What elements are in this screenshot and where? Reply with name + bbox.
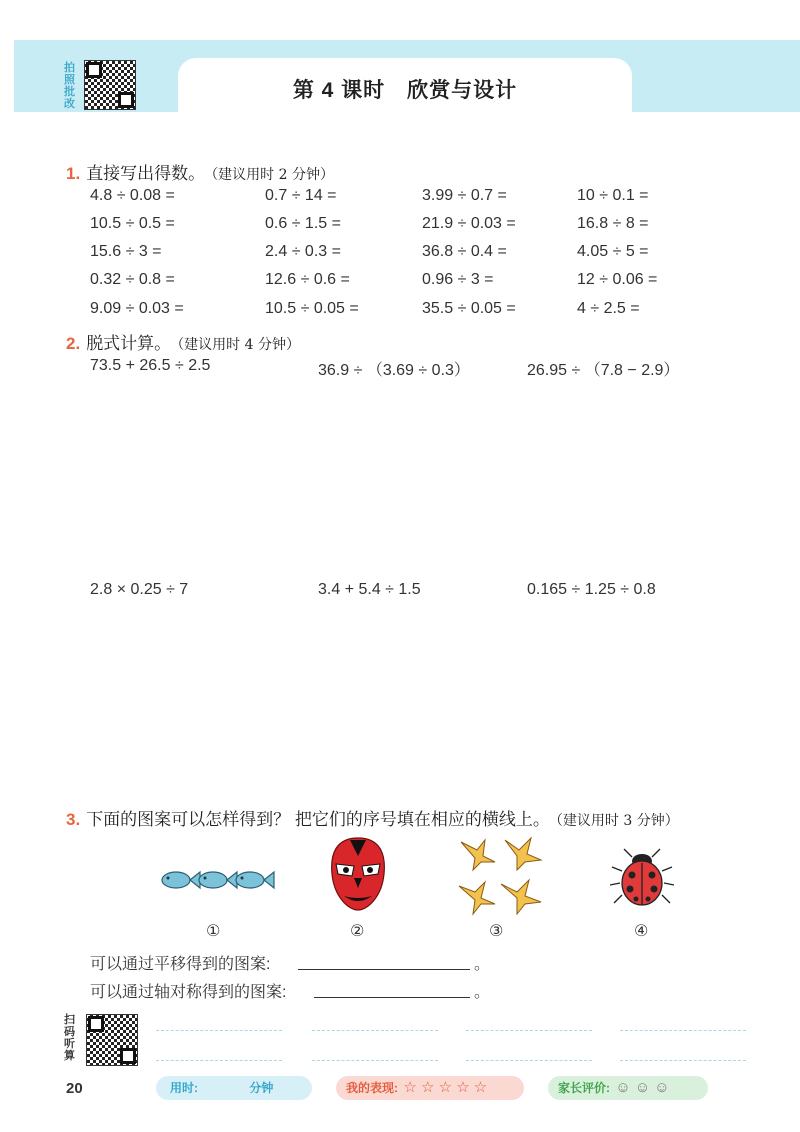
page-number: 20 bbox=[66, 1080, 83, 1097]
writing-dotline bbox=[312, 1030, 438, 1031]
calc-item: 36.8 ÷ 0.4 = bbox=[422, 243, 507, 260]
symmetry-answer-line[interactable] bbox=[314, 979, 470, 998]
page-title: 第 4 课时 欣赏与设计 bbox=[292, 79, 518, 102]
section1-number: 1. bbox=[66, 164, 81, 183]
section2-title bbox=[66, 329, 300, 354]
calc-item: 0.96 ÷ 3 = bbox=[422, 271, 494, 288]
qr-code-icon[interactable] bbox=[86, 1014, 138, 1066]
step-calc-item: 0.165 ÷ 1.25 ÷ 0.8 bbox=[527, 581, 656, 598]
bird-icon bbox=[455, 834, 547, 918]
writing-dotline bbox=[620, 1060, 746, 1061]
pattern-label-2: ② bbox=[350, 923, 365, 940]
writing-dotline bbox=[466, 1030, 592, 1031]
ladybug-icon bbox=[610, 845, 674, 911]
calc-item: 9.09 ÷ 0.03 = bbox=[90, 300, 184, 317]
section2-number: 2. bbox=[66, 334, 81, 353]
calc-item: 21.9 ÷ 0.03 = bbox=[422, 215, 516, 232]
calc-item: 0.7 ÷ 14 = bbox=[265, 187, 337, 204]
calc-item: 10.5 ÷ 0.05 = bbox=[265, 300, 359, 317]
pattern-label-4: ④ bbox=[634, 923, 649, 940]
performance-label: 我的表现: bbox=[346, 1081, 398, 1095]
calc-item: 0.32 ÷ 0.8 = bbox=[90, 271, 175, 288]
star-rating-icon[interactable]: ☆ ☆ ☆ ☆ ☆ bbox=[403, 1079, 488, 1096]
writing-dotline bbox=[156, 1060, 282, 1061]
calc-item: 12.6 ÷ 0.6 = bbox=[265, 271, 350, 288]
calc-item: 35.5 ÷ 0.05 = bbox=[422, 300, 516, 317]
calc-item: 10.5 ÷ 0.5 = bbox=[90, 215, 175, 232]
calc-item: 2.4 ÷ 0.3 = bbox=[265, 243, 341, 260]
step-calc-item: 2.8 × 0.25 ÷ 7 bbox=[90, 581, 189, 598]
fish-icon bbox=[158, 862, 276, 898]
section3-hint: （建议用时 3 分钟） bbox=[555, 813, 679, 829]
step-calc-item: 3.4 + 5.4 ÷ 1.5 bbox=[318, 581, 421, 598]
writing-dotline bbox=[466, 1060, 592, 1061]
calc-item: 12 ÷ 0.06 = bbox=[577, 271, 658, 288]
section3-number: 3. bbox=[66, 810, 81, 829]
step-calc-item: 73.5 + 26.5 ÷ 2.5 bbox=[90, 357, 211, 374]
writing-dotline bbox=[156, 1030, 282, 1031]
symmetry-question: 可以通过轴对称得到的图案: bbox=[90, 984, 287, 1001]
smiley-face-icon[interactable]: ☺ ☺ ☺ bbox=[615, 1079, 670, 1096]
calc-item: 4 ÷ 2.5 = bbox=[577, 300, 640, 317]
calc-item: 4.8 ÷ 0.08 = bbox=[90, 187, 175, 204]
time-unit: 分钟 bbox=[249, 1081, 274, 1095]
step-calc-item: 26.95 ÷ （7.8 − 2.9） bbox=[527, 362, 680, 379]
section2-hint: （建议用时 4 分钟） bbox=[177, 337, 300, 353]
calc-item: 10 ÷ 0.1 = bbox=[577, 187, 649, 204]
header-band-cutout bbox=[14, 0, 224, 40]
pattern-label-3: ③ bbox=[489, 923, 504, 940]
calc-item: 15.6 ÷ 3 = bbox=[90, 243, 162, 260]
performance-badge bbox=[336, 1076, 524, 1100]
writing-dotline bbox=[620, 1030, 746, 1031]
calc-item: 3.99 ÷ 0.7 = bbox=[422, 187, 507, 204]
scan-correct-label: 拍照批改 bbox=[64, 62, 75, 110]
parent-review-badge bbox=[548, 1076, 708, 1100]
time-badge bbox=[156, 1076, 312, 1100]
section3-title bbox=[66, 805, 679, 830]
writing-dotline bbox=[312, 1060, 438, 1061]
calc-item: 16.8 ÷ 8 = bbox=[577, 215, 649, 232]
parent-review-label: 家长评价: bbox=[558, 1081, 610, 1095]
scan-listen-label: 扫码听算 bbox=[64, 1014, 75, 1062]
pattern-label-1: ① bbox=[206, 923, 221, 940]
calc-item: 0.6 ÷ 1.5 = bbox=[265, 215, 341, 232]
step-calc-item: 36.9 ÷ （3.69 ÷ 0.3） bbox=[318, 362, 470, 379]
translation-answer-line[interactable] bbox=[298, 951, 470, 970]
section1-text: 直接写出得数。 bbox=[86, 164, 206, 183]
section2-text: 脱式计算。 bbox=[86, 334, 172, 353]
section1-hint: （建议用时 2 分钟） bbox=[211, 167, 334, 183]
translation-question: 可以通过平移得到的图案: bbox=[90, 956, 271, 973]
period-mark: 。 bbox=[474, 984, 491, 1001]
section1-title bbox=[66, 159, 334, 184]
qr-code-icon[interactable] bbox=[84, 60, 136, 110]
time-label: 用时: bbox=[170, 1081, 198, 1095]
period-mark: 。 bbox=[474, 956, 491, 973]
opera-mask-icon bbox=[328, 836, 388, 912]
calc-item: 4.05 ÷ 5 = bbox=[577, 243, 649, 260]
section3-text: 下面的图案可以怎样得到？ 把它们的序号填在相应的横线上。 bbox=[86, 810, 550, 829]
